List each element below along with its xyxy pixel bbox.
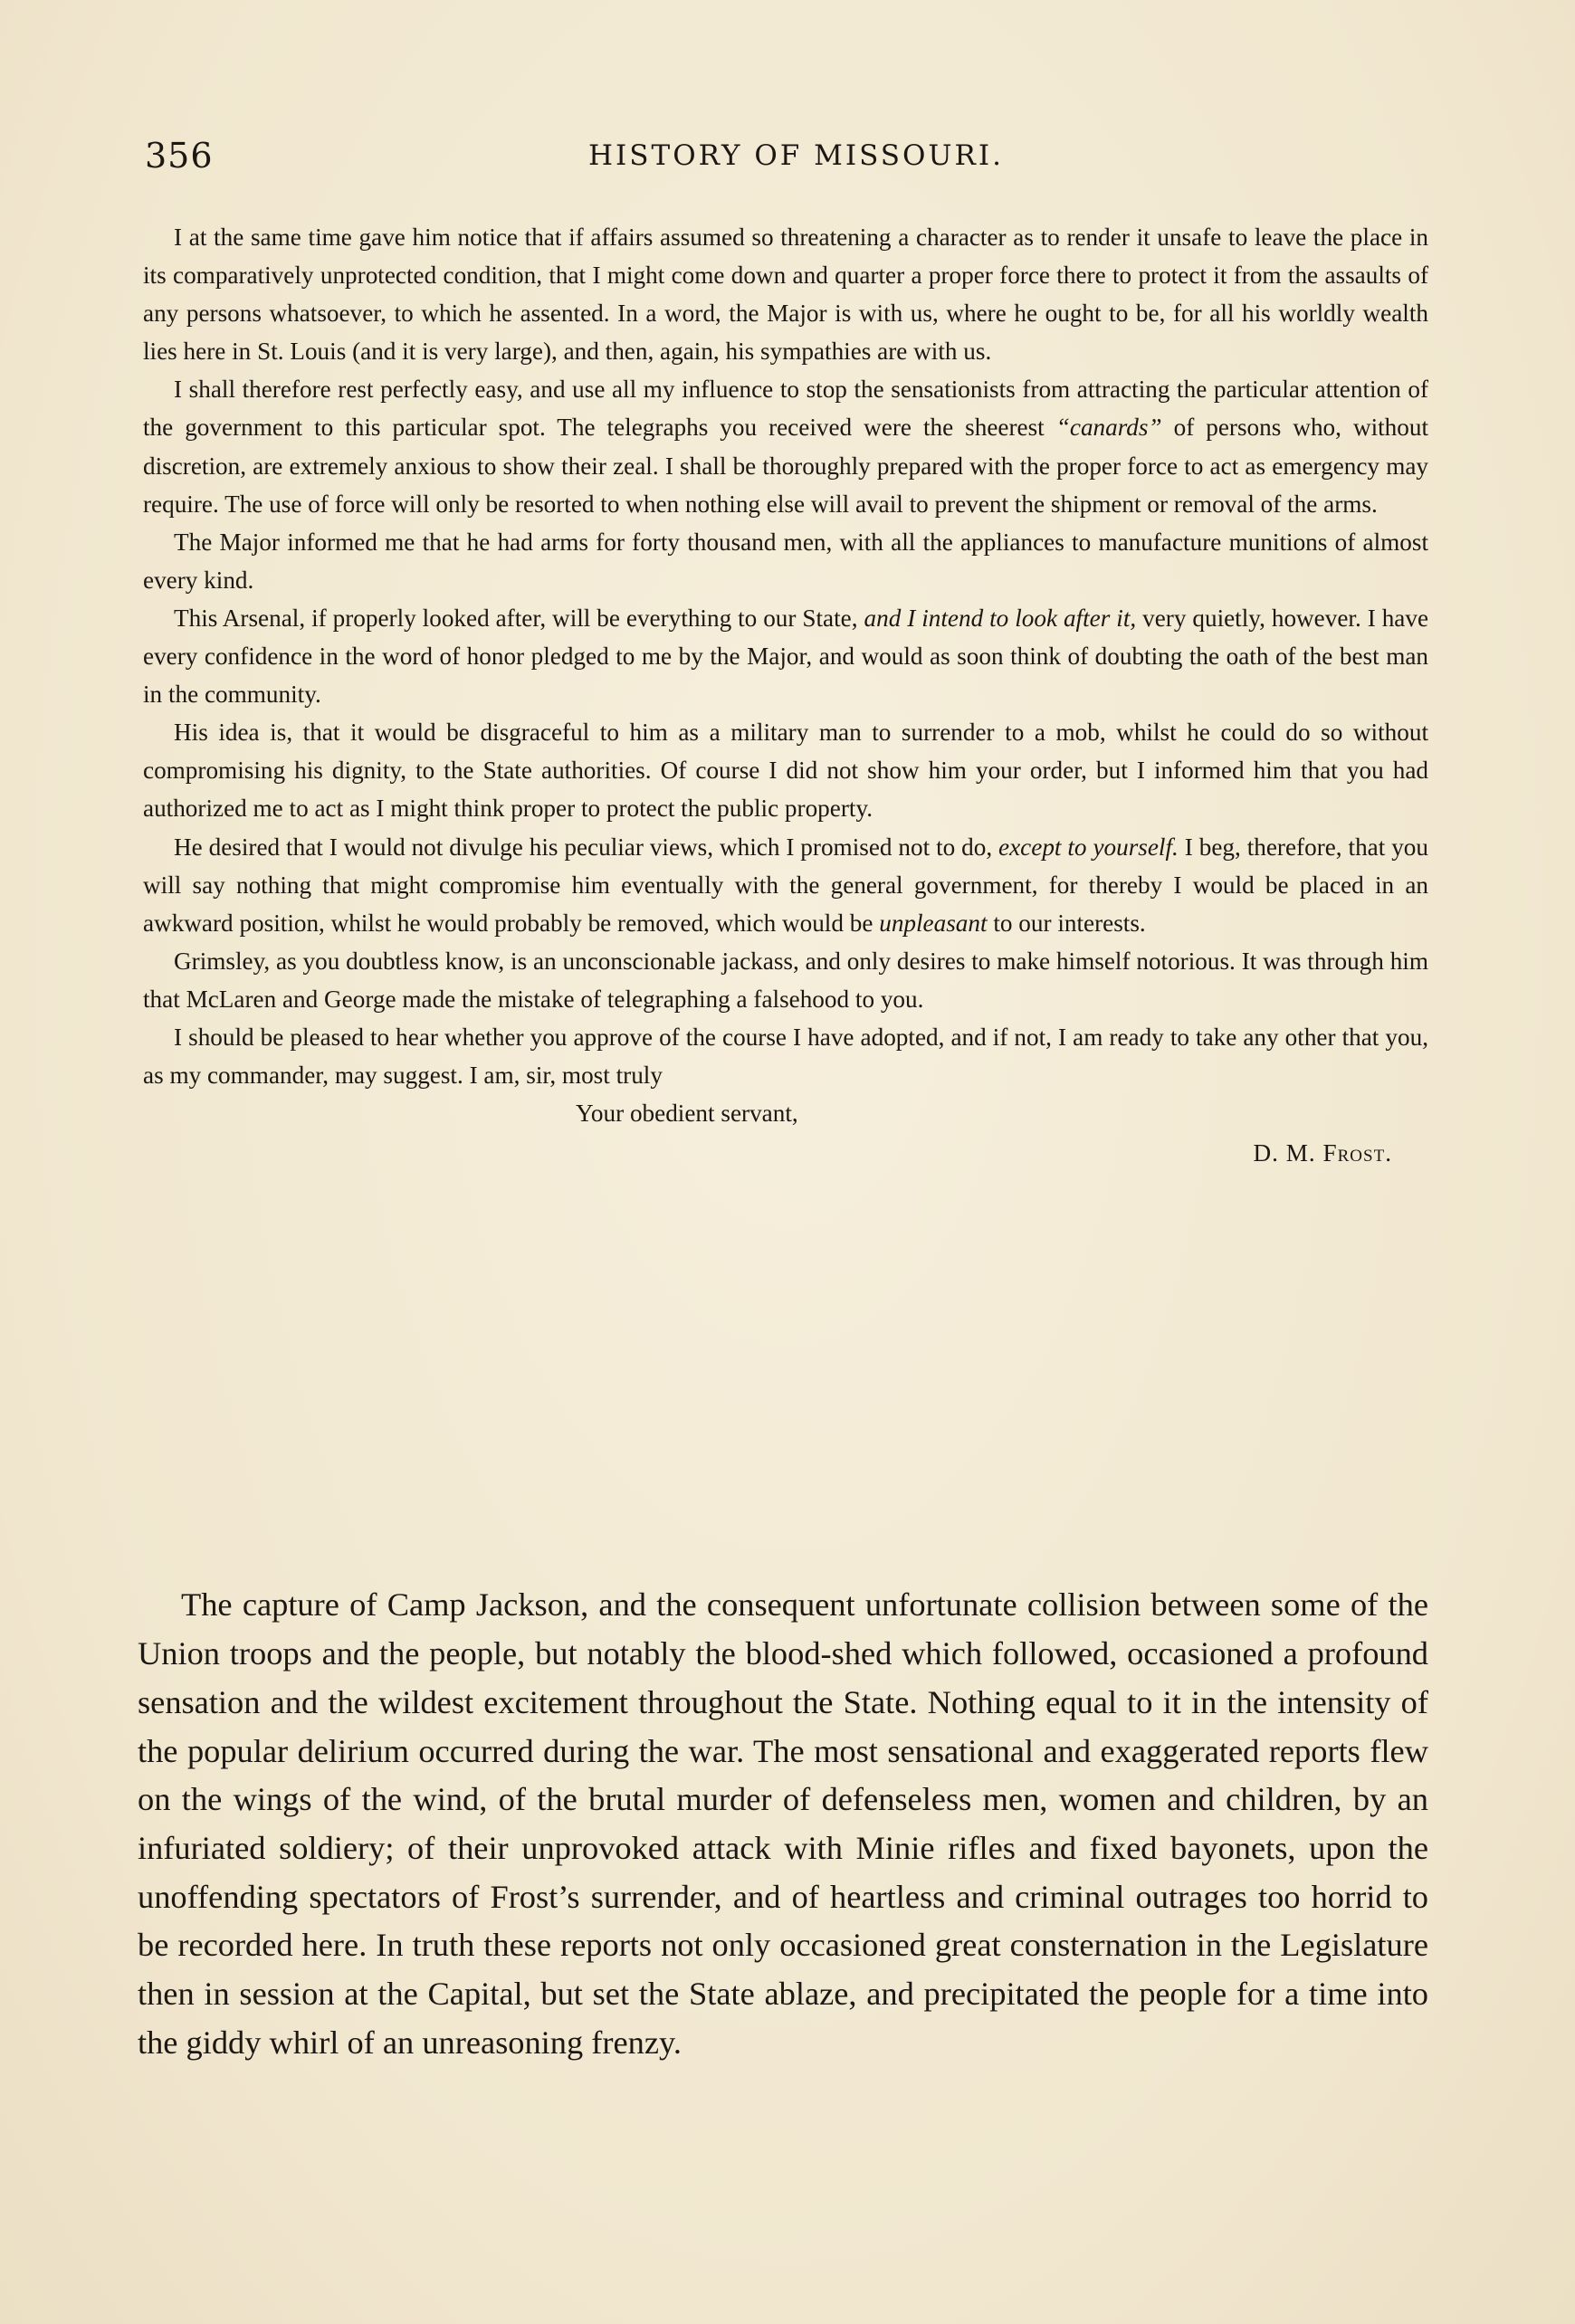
- letter-closing-line: [143, 1094, 1428, 1132]
- letter-italic-emphasis: unpleasant: [879, 909, 988, 937]
- letter-text: to our interests.: [993, 909, 1146, 937]
- letter-text: He desired that I would not divulge his peculiar views, which I promised not to do,: [174, 833, 993, 861]
- letter-extract: [143, 218, 1428, 1172]
- letter-signature: D. M. Frost.: [1253, 1139, 1392, 1167]
- letter-paragraph: [143, 370, 1428, 522]
- closing-spacer: [143, 1094, 576, 1132]
- letter-italic-canards: “canards”: [1055, 414, 1162, 442]
- letter-italic-emphasis: and I intend to look after it,: [864, 604, 1137, 632]
- letter-text: of persons who, without discretion, are extremely anxious to show their zeal. I shall be thoroughly prepared with the proper force to act as emergency may require. The use of force will only be resorted to when nothing else will avail to prevent the shipment or removal of the arms.: [143, 414, 1429, 518]
- letter-text: I shall therefore rest perfectly easy, and use all my influence to stop the sensationists from attracting the particular attention of the government to this particular spot. The telegraphs you received were the sheerest: [143, 376, 1428, 442]
- letter-paragraph: The Major informed me that he had arms for forty thousand men, with all the appliances to manufacture munitions of almost every kind.: [143, 528, 1428, 594]
- letter-text: I beg, therefore, that you will say nothing that might compromise him eventually with the general government, for thereby I would be placed in an awkward position, whilst he would probably be removed, which would be: [143, 833, 1428, 937]
- letter-paragraph: [143, 599, 1428, 713]
- letter-paragraph: I at the same time gave him notice that if affairs assumed so threatening a character as to render it unsafe to leave the place in its comparatively unprotected condition, that I might come down and quarter a proper force there to protect it from the assaults of any persons whatsoever, to which he assented. In a word, the Major is with us, where he ought to be, for all his worldly wealth lies here in St. Louis (and it is very large), and then, again, his sympathies are with us.: [143, 224, 1428, 366]
- letter-closing: Your obedient servant,: [576, 1100, 798, 1128]
- page-header: [145, 136, 1430, 181]
- letter-paragraph: [143, 828, 1428, 942]
- letter-paragraph: Grimsley, as you doubtless know, is an unconscionable jackass, and only desires to make himself notorious. It was through him that McLaren and George made the mistake of telegraphing a falsehood to you.: [143, 947, 1428, 1013]
- narrative-paragraph: The capture of Camp Jackson, and the consequent unfortunate collision between some of the Union troops and the people, but notably the blood-shed which followed, occasioned a profound sensation and the wildest excitement throughout the State. Nothing equal to it in the intensity of the popular delirium occurred during the war. The most sensational and exaggerated reports flew on the wings of the wind, of the brutal murder of defenseless men, women and children, by an infuriated soldiery; of their unprovoked attack with Minie rifles and fixed bayonets, upon the unoffending spectators of Frost’s surrender, and of heartless and criminal outrages too horrid to be recorded here. In truth these reports not only occasioned great consternation in the Legislature then in session at the Capital, but set the State ablaze, and precipitated the people for a time into the giddy whirl of an unreasoning frenzy.: [138, 1586, 1428, 2061]
- letter-paragraph: I should be pleased to hear whether you approve of the course I have adopted, and if not, I am ready to take any other that you, as my commander, may suggest. I am, sir, most truly: [143, 1023, 1428, 1090]
- letter-text: very quietly, however. I have every confidence in the word of honor pledged to me by the Major, and would as soon think of doubting the oath of the best man in the community.: [143, 604, 1429, 709]
- letter-italic-emphasis: except to yourself.: [998, 833, 1179, 861]
- letter-text: This Arsenal, if properly looked after, will be everything to our State,: [174, 604, 858, 632]
- page-number: 356: [145, 136, 214, 176]
- running-title: HISTORY OF MISSOURI.: [588, 139, 1004, 172]
- letter-paragraph: His idea is, that it would be disgraceful to him as a military man to surrender to a mob, whilst he could do so without compromising his dignity, to the State authorities. Of course I did not show him your order, but I informed him that you had authorized me to act as I might think proper to protect the public property.: [143, 719, 1428, 823]
